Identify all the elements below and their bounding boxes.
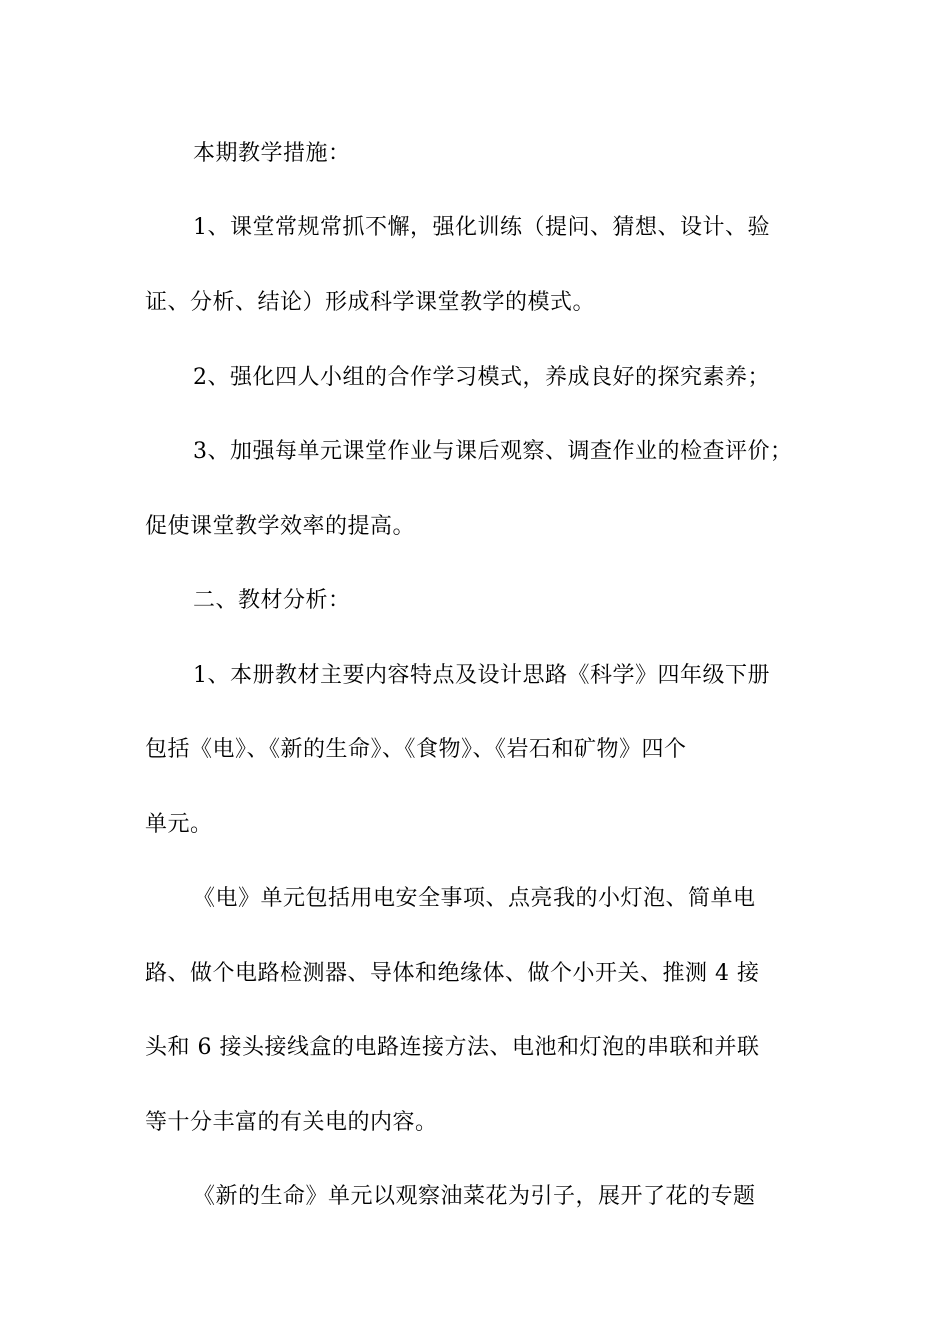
paragraph-line: 单元。 <box>145 812 213 837</box>
paragraph-line: 路、做个电路检测器、导体和绝缘体、做个小开关、推测 4 接 <box>145 961 760 986</box>
paragraph-line: 3、加强每单元课堂作业与课后观察、调查作业的检查评价； <box>193 439 793 464</box>
paragraph-line: 促使课堂教学效率的提高。 <box>145 514 416 539</box>
paragraph-line: 《电》单元包括用电安全事项、点亮我的小灯泡、简单电 <box>193 886 756 911</box>
paragraph-heading-measures: 本期教学措施： <box>193 141 351 166</box>
paragraph-line: 包括《电》、《新的生命》、《食物》、《岩石和矿物》四个 <box>145 737 687 762</box>
paragraph-line: 证、分析、结论）形成科学课堂教学的模式。 <box>145 290 596 315</box>
paragraph-line: 《新的生命》单元以观察油菜花为引子，展开了花的专题 <box>193 1184 756 1209</box>
paragraph-line: 1、课堂常规常抓不懈，强化训练（提问、猜想、设计、验 <box>193 215 770 240</box>
paragraph-line: 2、强化四人小组的合作学习模式，养成良好的探究素养； <box>193 365 770 390</box>
section-heading-material-analysis: 二、教材分析： <box>193 588 351 613</box>
paragraph-line: 头和 6 接头接线盒的电路连接方法、电池和灯泡的串联和并联 <box>145 1035 760 1060</box>
paragraph-line: 1、本册教材主要内容特点及设计思路《科学》四年级下册 <box>193 663 770 688</box>
paragraph-line: 等十分丰富的有关电的内容。 <box>145 1110 438 1135</box>
